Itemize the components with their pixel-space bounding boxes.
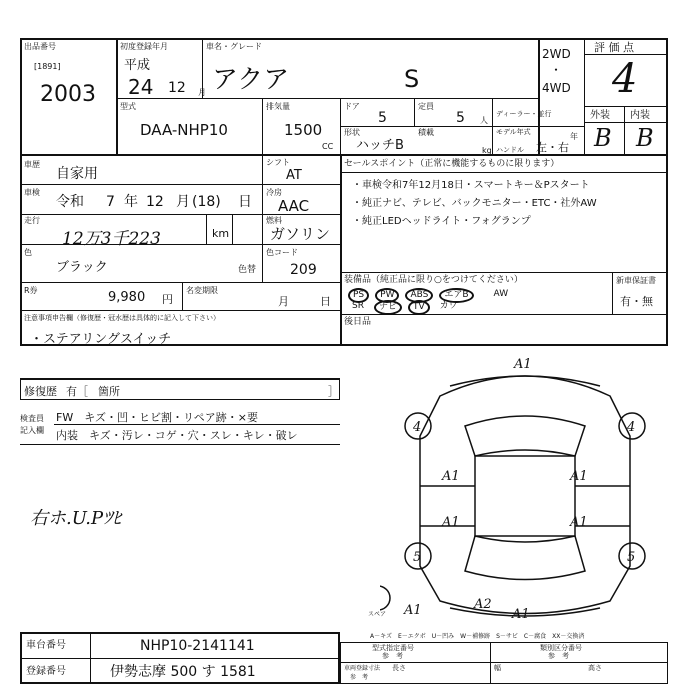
divider: [206, 214, 207, 244]
first-reg-month: 12: [168, 80, 186, 96]
exterior-grade: B: [594, 124, 612, 152]
tire-grade: 4: [627, 420, 636, 435]
divider: [340, 156, 342, 346]
shift-label: シフト: [266, 158, 290, 167]
handle-label: ハンドル: [496, 146, 524, 154]
equip-tv: TV: [408, 300, 430, 315]
new-car-cert-value: 有・無: [620, 295, 653, 308]
mileage-unit: km: [212, 227, 230, 240]
damage-mark: A1: [442, 469, 460, 484]
notes-title: 注意事項申告欄（修復歴・冠水歴は具体的に記入して下さい）: [24, 314, 220, 322]
name-label: 車名・グレード: [206, 42, 262, 51]
model: DAA-NHP10: [140, 121, 228, 139]
model-label: 型式: [120, 102, 136, 111]
shape: ハッチB: [356, 138, 404, 153]
grade: S: [404, 65, 420, 93]
name-change-month: 月: [278, 295, 289, 308]
cc-unit: CC: [322, 142, 334, 151]
inspection-month: 12: [146, 194, 164, 210]
repaint-label: 色替: [238, 265, 257, 275]
inspector-interior-row: 内装 キズ・汚レ・コゲ・穴・スレ・キレ・破レ: [56, 429, 298, 442]
ac-label: 冷房: [266, 188, 282, 197]
equip-abs: ABS: [405, 288, 433, 303]
inspection-year: 7: [106, 194, 115, 210]
color: ブラック: [56, 260, 108, 275]
capacity-unit: 人: [480, 116, 488, 125]
dealer-label: ディーラー・並行: [496, 110, 552, 118]
inspection-day-unit: 日: [238, 194, 252, 210]
fuel: ガソリン: [270, 225, 331, 243]
divider: [538, 38, 540, 156]
inspector-label-2: 記入欄: [20, 426, 44, 435]
divider: [262, 98, 263, 156]
equip-navi: ナビ: [374, 300, 402, 315]
drive-dot: ・: [550, 63, 563, 77]
type-cert-label: 型式指定番号: [372, 644, 414, 652]
lot-sub: [1891]: [34, 62, 61, 71]
displacement: 1500: [284, 121, 323, 139]
rear-windshield: [465, 536, 585, 580]
color-label: 色: [24, 248, 32, 257]
sales-point: ・車検令和7年12月18日・スマートキー＆Pスタート: [352, 180, 590, 191]
divider: [116, 38, 118, 156]
length-label: 長さ: [392, 664, 406, 672]
doors: 5: [378, 110, 387, 126]
damage-mark: A2: [474, 597, 492, 612]
damage-legend: A－キズ E－エクボ U－凹み W－補修跡 S－サビ C－腐食 XX－交換済: [370, 633, 585, 640]
divider: [232, 214, 233, 244]
year-unit: 年: [570, 132, 578, 141]
divider: [490, 642, 491, 684]
chassis-number: NHP10-2141141: [140, 638, 255, 654]
damage-mark: A1: [570, 515, 588, 530]
spare-label: スペア: [368, 611, 387, 618]
size-label: 車両登録寸法: [344, 665, 381, 672]
height-label: 高さ: [588, 664, 602, 672]
name-change-label: 名変期限: [186, 286, 218, 295]
lot-label: 出品番号: [24, 42, 56, 51]
recycle-yen: 円: [162, 293, 173, 306]
equip-aw: AW: [493, 289, 509, 299]
score: 4: [612, 56, 638, 102]
doors-label: ドア: [344, 102, 360, 111]
usage: 自家用: [56, 166, 98, 182]
divider: [340, 98, 341, 156]
name-change-day: 日: [320, 295, 331, 308]
divider: [624, 106, 625, 156]
divider: [340, 126, 584, 127]
shift: AT: [286, 168, 302, 183]
equip-airbag: エアB: [439, 288, 473, 303]
handle-value: 左・右: [536, 141, 569, 154]
damage-mark: A1: [512, 607, 530, 622]
equip-leather: カワ: [439, 301, 458, 311]
equip-sr: SR: [352, 301, 364, 311]
load-label: 積載: [418, 128, 434, 137]
sales-point: ・純正ナビ、テレビ、バックモニター・ETC・社外AW: [352, 198, 597, 209]
size-ref: 参 考: [350, 674, 369, 681]
notes-text: ・ステアリングスイッチ: [30, 332, 172, 347]
load-unit: kg: [482, 146, 492, 155]
divider: [584, 122, 668, 123]
divider: [414, 98, 415, 126]
capacity: 5: [456, 110, 465, 126]
repair-value: 有［: [66, 385, 88, 398]
tire-grade: 5: [413, 550, 422, 565]
damage-mark: A1: [570, 469, 588, 484]
divider: [340, 272, 668, 273]
inspector-handnote: 右ホ.U.Pﾂﾋ: [30, 508, 122, 529]
interior-grade: B: [636, 124, 654, 152]
exterior-label: 外装: [590, 110, 610, 121]
first-reg-era: 平成: [124, 58, 151, 73]
divider: [340, 662, 668, 663]
divider: [340, 314, 668, 315]
inspection-era: 令和: [56, 194, 84, 210]
fuel-label: 燃料: [266, 216, 282, 225]
equipment-row-2: [348, 300, 462, 315]
tire-grade: 4: [413, 420, 422, 435]
divider: [584, 106, 668, 107]
drive-2wd: 2WD: [542, 47, 571, 61]
capacity-label: 定員: [418, 102, 434, 111]
damage-mark: A1: [442, 515, 460, 530]
equip-ps: PS: [348, 288, 369, 303]
damage-mark: A1: [404, 603, 422, 618]
front-bumper: [450, 376, 600, 386]
plate-number: 伊勢志摩 500 す 1581: [110, 664, 256, 680]
car-diagram: [380, 356, 670, 626]
inspection-month-unit: 月: [176, 194, 190, 210]
plate-label: 登録番号: [26, 666, 66, 677]
divider: [20, 310, 340, 311]
mileage: 12万3千223: [62, 229, 161, 249]
divider: [20, 444, 340, 445]
spare-tire: [380, 586, 390, 610]
drive-4wd: 4WD: [542, 81, 571, 95]
divider: [182, 282, 183, 310]
roof: [475, 456, 575, 536]
divider: [54, 424, 340, 425]
first-reg-month-unit: 月: [198, 88, 206, 97]
divider: [20, 658, 340, 659]
color-code-label: 色コード: [266, 248, 298, 257]
shape-label: 形状: [344, 128, 360, 137]
ac: AAC: [278, 197, 310, 215]
divider: [584, 38, 585, 156]
sales-point: ・純正LEDヘッドライト・フォグランプ: [352, 216, 531, 227]
divider: [492, 98, 493, 156]
equip-pw: PW: [375, 288, 399, 303]
car-body-outline: [420, 376, 630, 614]
model-year-label: モデル年式: [496, 128, 531, 136]
inspection-day: (18): [192, 194, 221, 210]
score-label: 評 価 点: [594, 41, 634, 54]
class-ref: 参 考: [548, 652, 569, 660]
equipment-title: 装備品（純正品に限り○をつけてください）: [344, 275, 523, 285]
damage-mark: A1: [514, 357, 532, 372]
front-windshield: [465, 416, 585, 456]
divider: [584, 54, 668, 55]
car-name: アクア: [212, 65, 290, 95]
divider: [116, 98, 538, 99]
new-car-cert-label: 新車保証書: [616, 276, 656, 285]
divider: [20, 244, 340, 245]
type-cert-ref: 参 考: [382, 652, 403, 660]
first-reg-label: 初度登録年月: [120, 42, 168, 51]
recycle-label: R券: [24, 286, 38, 295]
inspector-label: 検査員: [20, 414, 44, 423]
chassis-label: 車台番号: [26, 640, 66, 651]
repair-location: 箇所: [98, 385, 120, 398]
lot-number: 2003: [40, 82, 96, 107]
divider: [612, 272, 613, 314]
inspection-year-unit: 年: [124, 194, 138, 210]
rear-seat-label: 後日品: [344, 317, 372, 327]
divider: [90, 632, 91, 684]
inspection-label: 車検: [24, 188, 40, 197]
mileage-label: 走行: [24, 216, 40, 225]
displacement-label: 排気量: [266, 102, 290, 111]
color-code: 209: [290, 262, 317, 278]
divider: [340, 172, 668, 173]
class-label: 類別区分番号: [540, 644, 582, 652]
recycle-fee: 9,980: [108, 290, 146, 305]
divider: [20, 184, 340, 185]
sales-title: セールスポイント（正常に機能するものに限ります）: [344, 159, 560, 169]
usage-label: 車歴: [24, 160, 40, 169]
repair-close: ］: [328, 385, 339, 398]
divider: [262, 156, 263, 282]
divider: [20, 282, 340, 283]
inspector-fw-row: FW キズ・凹・ヒビ割・リペア跡・×要: [56, 411, 258, 424]
first-reg-year: 24: [128, 75, 154, 99]
width-label: 幅: [494, 664, 501, 672]
repair-label: 修復歴: [24, 385, 57, 398]
interior-label: 内装: [630, 110, 650, 121]
tire-grade: 5: [627, 550, 636, 565]
